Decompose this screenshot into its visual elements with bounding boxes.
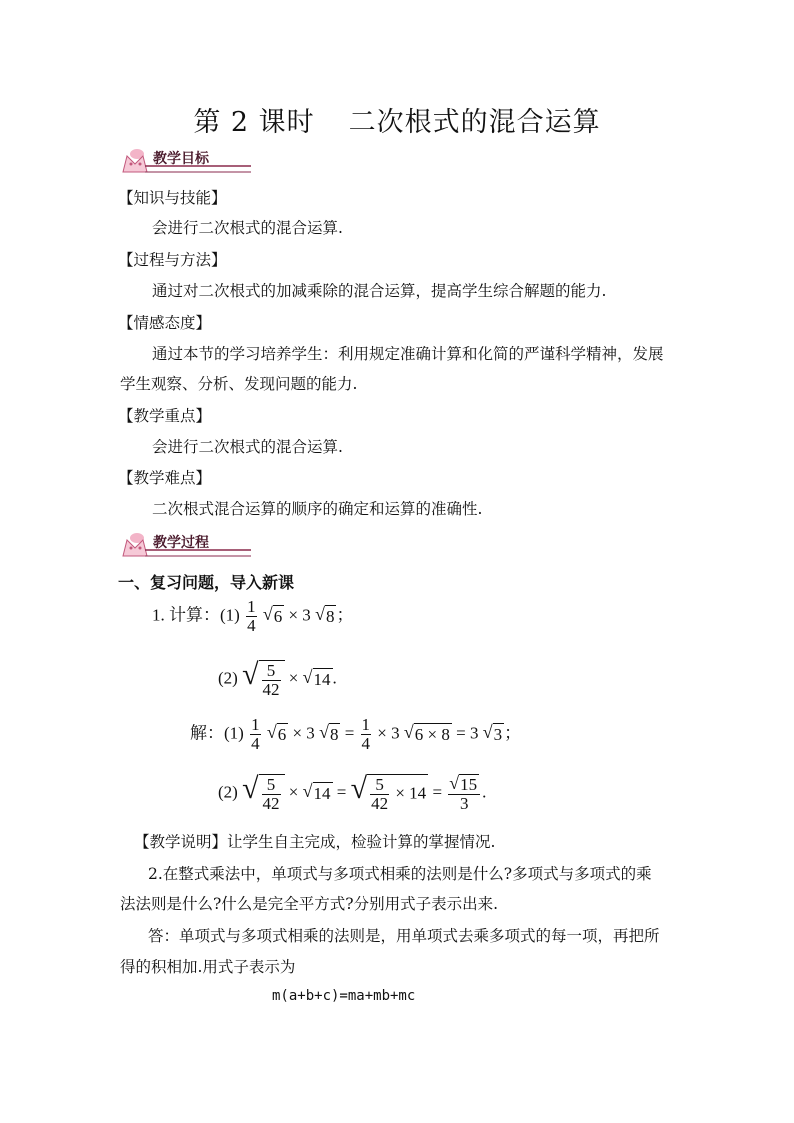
objective-heading-4: 【教学重点】 <box>118 407 212 425</box>
solution-part1-label: (1) <box>224 723 244 743</box>
q1-expr-1: 1. 计算：(1) $\frac{1}{4}$ √ 6 × 3 √ 8 ； <box>152 597 354 635</box>
objective-text-3b: 学生观察、分析、发现问题的能力. <box>120 375 358 393</box>
objective-heading-5: 【教学难点】 <box>118 469 212 487</box>
solution-1: 解：(1) $\frac{1}{4}$ √ 6 × 3 √ 8 = $\frac{1}{4}$ × 3 √ 6 × 8 = 3 √ 3 ； <box>190 715 522 753</box>
page-title <box>0 100 794 139</box>
goals-badge-label: 教学目标 <box>153 151 209 167</box>
objective-text-4: 会进行二次根式的混合运算. <box>152 438 343 456</box>
fraction-quarter: $\frac{1}{4}$ <box>247 597 256 635</box>
q1-label: 1. 计算： <box>152 605 220 625</box>
objective-text-2: 通过对二次根式的加减乘除的混合运算，提高学生综合解题的能力. <box>152 282 607 300</box>
sqrt-8: √ 8 <box>315 604 335 627</box>
q2-text-line1: 2.在整式乘法中，单项式与多项式相乘的法则是什么?多项式与多项式的乘 <box>148 865 652 883</box>
process-badge <box>117 526 257 562</box>
solution-part2-label: (2) <box>218 782 238 802</box>
solution-2: (2) √ $\frac{5}{42}$ × √ 14 = √ $\frac{5}{42}$ × 14 = √ 15 3 . <box>218 772 487 814</box>
solution-label: 解： <box>190 723 224 743</box>
sqrt-14: √ 14 <box>302 667 331 690</box>
objective-text-5: 二次根式混合运算的顺序的确定和运算的准确性. <box>152 500 483 518</box>
sqrt-6: √ 6 <box>262 604 283 627</box>
sqrt-3: √ 3 <box>482 722 503 745</box>
formula: m(a+b+c)=ma+mb+mc <box>272 988 416 1004</box>
answer-line1: 答：单项式与多项式相乘的法则是，用单项式去乘多项式的每一项，再把所 <box>148 927 660 945</box>
objective-heading-3: 【情感态度】 <box>118 314 212 332</box>
objective-heading-2: 【过程与方法】 <box>118 251 227 269</box>
sqrt-6-times-8: √ 6 × 8 <box>403 722 450 745</box>
pencil-mascot-icon <box>117 142 257 178</box>
q1-part1-label: (1) <box>220 605 240 625</box>
q2-text-line2: 法法则是什么?什么是完全平方式?分别用式子表示出来. <box>120 895 499 913</box>
objective-text-3: 通过本节的学习培养学生：利用规定准确计算和化简的严谨科学精神，发展 <box>152 345 664 363</box>
teaching-note: 【教学说明】让学生自主完成，检验计算的掌握情况. <box>134 833 496 851</box>
q1-part2-label: (2) <box>218 668 238 688</box>
objective-text-1: 会进行二次根式的混合运算. <box>152 219 343 237</box>
lesson-number: 第 2 课时 <box>193 107 315 138</box>
answer-line2: 得的积相加.用式子表示为 <box>120 958 296 976</box>
section-heading: 一、复习问题，导入新课 <box>118 573 295 592</box>
sqrt-5-over-42: √ $\frac{5}{42}$ <box>242 660 284 699</box>
lesson-topic: 二次根式的混合运算 <box>348 107 601 138</box>
sqrt-product: √ $\frac{5}{42}$ × 14 <box>350 772 427 813</box>
goals-badge <box>117 142 257 178</box>
q1-expr-2: (2) √ $\frac{5}{42}$ × √ 14 . <box>218 658 337 699</box>
process-badge-label: 教学过程 <box>153 535 209 551</box>
pencil-mascot-icon <box>117 526 257 562</box>
objective-heading-1: 【知识与技能】 <box>118 189 227 207</box>
result-fraction: √ 15 3 <box>448 774 480 813</box>
